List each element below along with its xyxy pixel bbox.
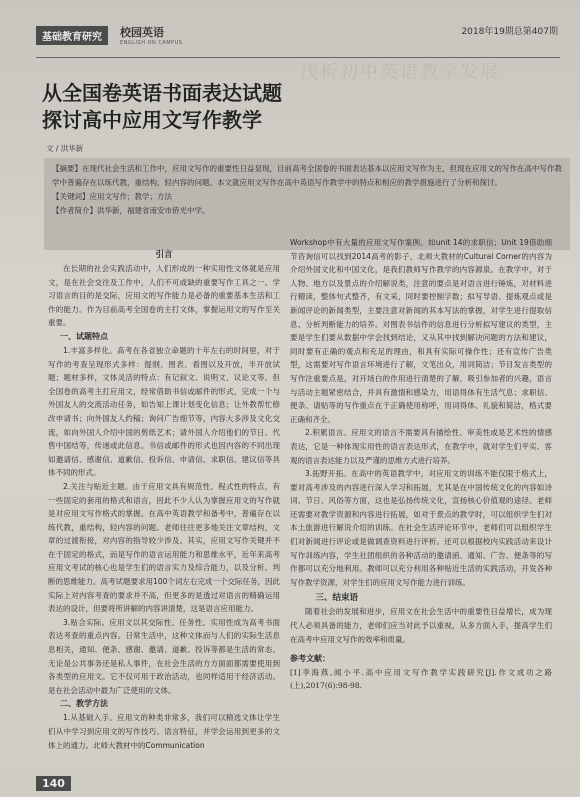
author-intro: 【作者简介】洪华新，福建省南安市侨光中学。: [52, 206, 210, 215]
reference-item: [1]李海燕,闻小平.高中应用文写作教学实践研究[J].作文成功之路(上),2017(6):98-98.: [290, 667, 552, 691]
issue-number: 2018年19期总第407期: [461, 27, 558, 37]
paragraph: Workshop中有大量的应用文写作案例。如unit 14的求职信；Unit 19借助细节咨询信可以找到2014高考的影子，北师大教材的Cultural Corner的内容为介绍外国文化和中国文化，是我们教师写作教学的内容源泉。在教学中，对于人物、地方以及景点的介绍解说类，注意的要点是对语言进行锤炼，对材料进行精读，整体句式整齐，有文采，同时要控制字数；拟写导语、提炼观点或是新闻评论的新闻类型，主要注意对新闻的其本写法的掌握，对学生进行提取信息、分析判断能力的培养。对图表书信件的信息进行分析拟写建议的类型，主要是学生们要从数据中学会找到结论，又从其中找到解决问题的方法和建议，同时要有正确的观点和充足的理由，和具有实际可操作性；还有宣传广告类型，这需要对写作语言环境进行了解，文笔出众，用词简洁；节目发言类型的写作注重要点是，对开场白的作用进行清楚的了解，吸引参加者的兴趣，语言与活动主题紧密结合，并具有激情和感染力，用语得体有生活气息；求职信、便条、请贴等的写作重点在于正确使用称呼，用词得体、礼貌和简洁，格式要正确和齐全。: [290, 238, 552, 424]
paragraph: 1.丰富多样化。高考在各省独立命题的十年左右的时间里，对于写作的考查呈现形式多样：提纲、图表、看图以及开放，半开放试题；题材多样，文体灵活的特点：有记叙文、说明文、议论文等。但全国卷的高考主打应用文，经常借助书信或邮件的形式，完成一个与外国友人的交流活动任务，如告知上课计划变化信息；让外教帮忙修改申请书；向外国友人约稿；询问广告细节等，内容大多涉及文化交流，如向外国人介绍中国的剪纸艺术；请外国人介绍他们的节日、代售中国结等，传递或此信息。书信或邮件的形式也因内容的不同出现如邀请信、感谢信、道歉信、投诉信、申请信、求职信、建议信等具体不同的形式。: [48, 345, 280, 478]
sub-column-title: 校园英语: [120, 26, 164, 39]
title-line-1: 从全国卷英语书面表达试题: [42, 81, 282, 105]
page-number: 140: [36, 776, 71, 791]
title-line-2: 探讨高中应用文写作教学: [42, 108, 262, 132]
section-heading-2: 二、教学方法: [60, 699, 108, 709]
author-byline: 文 / 洪华新: [46, 144, 84, 153]
sub-column-logo: [120, 24, 182, 46]
right-column: [290, 236, 552, 693]
show-through-text: 浅析初中英语教学发展: [300, 62, 500, 83]
paragraph: 3.拓野开拓。在高中的英语教学中，对应用文的训练不能仅限于格式上，要对高考涉及的内容进行深入学习和拓展，尤其是在中国传统文化的内容如诗词、节日、风俗等方面，这也是弘扬传统文化，宣扬核心价值观的途径。老师还需要对教学资源和内容进行拓展，如对于景点的教学时，可以组织学生们对本土旅游进行解说介绍的训练。在社会生活评论环节中，老师们可以组织学生们对新闻进行评论或是做调查资料进行评析。还可以根据校内实践活动来设计写作训练内容，学生社团组织的各种活动的邀请函、通知、广告、便条等的写作都可以充分地利用。教师可以充分利用各种贴近生活的实践活动，开发各种写作教学资源，对学生们的应用文写作能力进行训练。: [290, 469, 552, 587]
abstract-text: 【摘要】在现代社会生活和工作中，应用文写作的重要性日益显现，目前高考全国卷的书面表达基本以应用文写作为主，但现在应用文的写作在高中写作教学中普遍存在以练代教，重结构，轻内容的问题。本文就应用文写作在高中英语写作教学中的特点和相应的教学措施进行了分析和探讨。: [52, 164, 562, 187]
section-heading-1: 一、试题特点: [60, 331, 108, 341]
paragraph: 随着社会的发展和进步，应用文在社会生活中的重要性日益增长，成为现代人必须具备的能力，老师们应当对此予以重视，从多方面入手，提高学生们在高考中应用文写作的效率和质量。: [290, 607, 552, 644]
paragraph: 2.关注与贴近主题。由于应用文具有规范性、程式性的特点，有一些固定的套用的格式和语言，因此不少人认为掌握应用文的写作就是对应用文写作格式的掌握。在高中英语教学和备考中，普遍存在以练代教，重结构，轻内容的问题。老师往往更多地关注文章结构，文章的过渡衔接，对内容的指导较少涉及。其实，应用文写作关键并不在于固定的格式，而是写作的语言运用能力和思维水平，近年来高考应用文考试的核心也是学生们的语言实力及综合能力，以及分析、判断的思维能力。高考试题要求用100个词左右完成一个交际任务，因此实际上对内容考查的要求并不高，但更多的是透过对语言的精确运用表达的设计，但要将所讲解的内容讲清楚，这是语言应用能力。: [48, 481, 280, 614]
article-title: [42, 80, 352, 134]
column-tag: 基础教育研究: [36, 26, 108, 45]
section-heading-intro: 引言: [155, 250, 173, 260]
page-header: [0, 14, 580, 46]
paragraph: 在长期的社会实践活动中，人们形成的一种实用性文体就是应用文，是在社会交往及工作中，人们不可或缺的重要写作工具之一。学习语言的目的是交际，应用文的写作能力是必备的重要基本生活和工作的能力。作为目前高考全国卷的主打文体，掌握运用文的写作至关重要。: [48, 264, 280, 328]
sub-column-title-en: ENGLISH ON CAMPUS: [120, 40, 183, 46]
section-heading-3: 三、结束语: [315, 593, 359, 604]
references-heading: 参考文献：: [290, 654, 330, 664]
paragraph: 1.从基础入手。应用文的种类非常多，我们可以精选文体让学生们从中学习到应用文的写作技巧、语言特征，并学会运用到更多的文体上的通力。北师大教材中的Communication: [48, 713, 280, 750]
paragraph: 2.积累语言。应用文的语言不需要具有描绘性、审美性或是艺术性的情感表达，它是一种体现实用性的语言表达形式，在教学中，就对学生们平实、客观的语言表达能力以及严谨的思维方式进行培养。: [290, 428, 552, 465]
left-column: [48, 246, 280, 752]
paragraph: 3.贴合实际。应用文以其交际性、任务性、实用性成为高考书面表达考查的重点内容。日常生活中，这种文体而与人们的实际生活息息相关，通知、便条、感谢、邀请、道歉、投诉等都是生活的常态。无论是公共事务还是私人事件，在社会生活的方方面面都需要使用到各类型的应用文。它不仅可用于政治活动，也同样适用于经济活动。是在社会活动中最为广泛使用的文体。: [48, 617, 280, 695]
keywords: 【关键词】应用文写作；教学；方法: [52, 192, 172, 201]
